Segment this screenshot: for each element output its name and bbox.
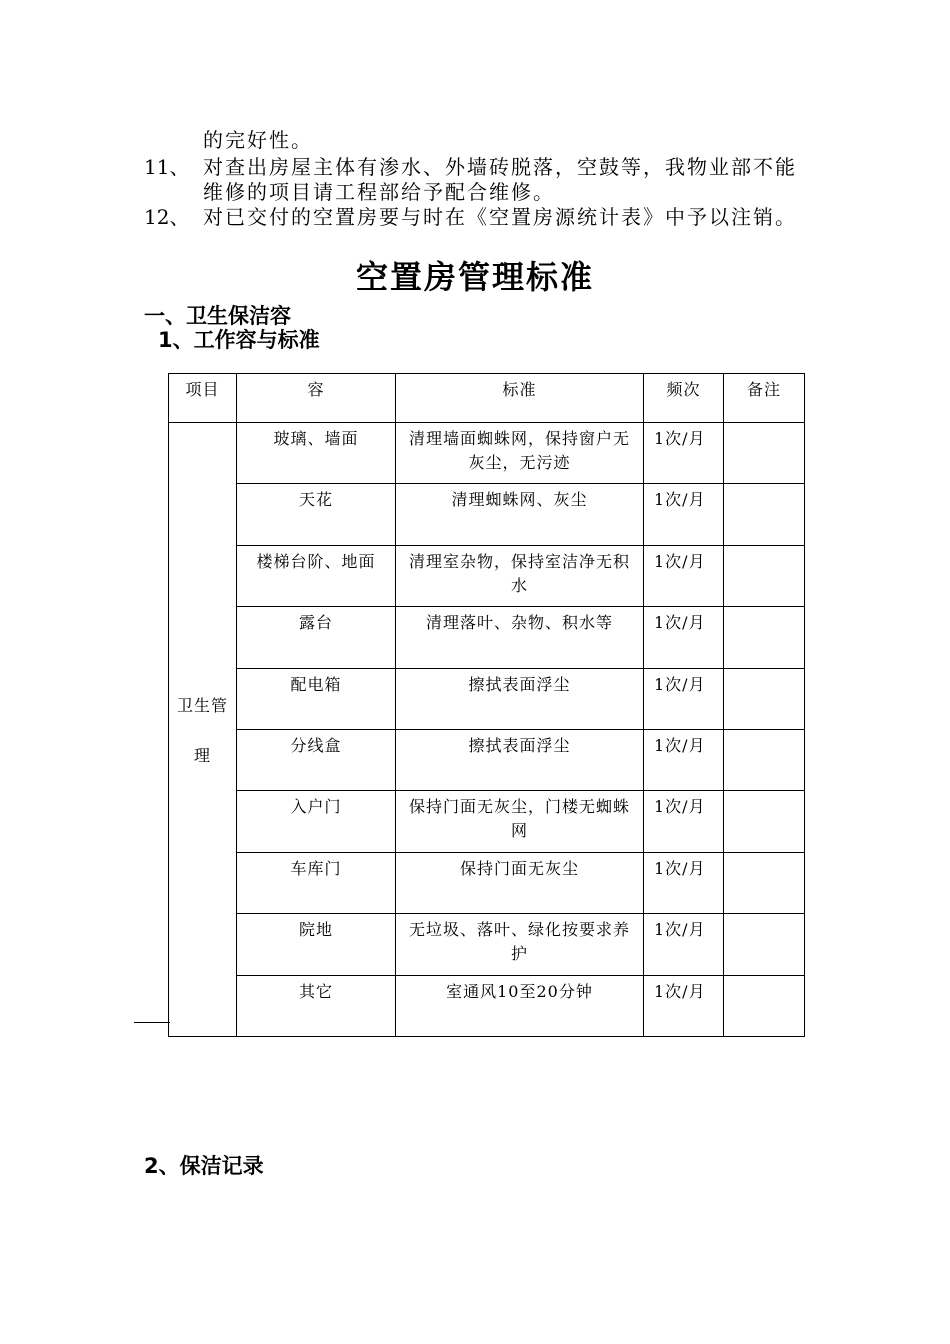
item-12-number: 12、 bbox=[144, 205, 190, 229]
frequency-cell: 1次/月 bbox=[644, 423, 724, 484]
table-row bbox=[169, 729, 805, 790]
page-title: 空置房管理标准 bbox=[355, 258, 594, 296]
table-row bbox=[169, 484, 805, 545]
note-cell bbox=[724, 545, 805, 606]
frequency-cell: 1次/月 bbox=[644, 729, 724, 790]
standard-cell: 清理墙面蜘蛛网，保持窗户无灰尘，无污迹 bbox=[396, 423, 644, 484]
item-cell: 天花 bbox=[237, 484, 396, 545]
frequency-cell: 1次/月 bbox=[644, 914, 724, 975]
item-cell: 院地 bbox=[237, 914, 396, 975]
note-cell bbox=[724, 607, 805, 668]
item-cell: 楼梯台阶、地面 bbox=[237, 545, 396, 606]
intro-line-0: 的完好性。 bbox=[203, 128, 313, 152]
group-label-cell bbox=[169, 423, 237, 1037]
group-label-char: 管 bbox=[211, 696, 229, 716]
table-row bbox=[169, 668, 805, 729]
header-cell: 备注 bbox=[724, 374, 805, 423]
standard-cell: 擦拭表面浮尘 bbox=[396, 729, 644, 790]
standard-cell: 清理蜘蛛网、灰尘 bbox=[396, 484, 644, 545]
standard-cell: 擦拭表面浮尘 bbox=[396, 668, 644, 729]
note-cell bbox=[724, 668, 805, 729]
frequency-cell: 1次/月 bbox=[644, 852, 724, 913]
item-12-text: 对已交付的空置房要与时在《空置房源统计表》中予以注销。 bbox=[203, 205, 797, 229]
item-cell: 配电箱 bbox=[237, 668, 396, 729]
section-2-heading: 2、保洁记录 bbox=[144, 1154, 264, 1178]
table-row bbox=[169, 852, 805, 913]
frequency-cell: 1次/月 bbox=[644, 545, 724, 606]
header-cell: 容 bbox=[237, 374, 396, 423]
frequency-cell: 1次/月 bbox=[644, 484, 724, 545]
table-row bbox=[169, 423, 805, 484]
frequency-cell: 1次/月 bbox=[644, 607, 724, 668]
note-cell bbox=[724, 729, 805, 790]
table-header-row bbox=[169, 374, 805, 423]
standard-cell: 清理室杂物，保持室洁净无积水 bbox=[396, 545, 644, 606]
group-label-char: 卫 bbox=[176, 696, 194, 716]
note-cell bbox=[724, 423, 805, 484]
item-cell: 分线盒 bbox=[237, 729, 396, 790]
table-row bbox=[169, 607, 805, 668]
standard-cell: 室通风10至20分钟 bbox=[396, 975, 644, 1036]
group-label-char: 生 bbox=[193, 696, 211, 716]
section-1-heading: 一、卫生保洁容 bbox=[144, 304, 291, 328]
note-cell bbox=[724, 791, 805, 852]
group-label-char: 理 bbox=[193, 746, 211, 766]
table-row bbox=[169, 545, 805, 606]
frequency-cell: 1次/月 bbox=[644, 668, 724, 729]
item-11-number: 11、 bbox=[144, 155, 190, 179]
standard-cell: 保持门面无灰尘 bbox=[396, 852, 644, 913]
section-1-subheading: 1、工作容与标准 bbox=[158, 328, 320, 352]
header-cell: 频次 bbox=[644, 374, 724, 423]
item-11-text: 对查出房屋主体有渗水、外墙砖脱落，空鼓等，我物业部不能 bbox=[203, 155, 797, 179]
table-row bbox=[169, 914, 805, 975]
header-cell: 项目 bbox=[169, 374, 237, 423]
note-cell bbox=[724, 914, 805, 975]
note-cell bbox=[724, 852, 805, 913]
frequency-cell: 1次/月 bbox=[644, 791, 724, 852]
note-cell bbox=[724, 975, 805, 1036]
item-11-continuation: 维修的项目请工程部给予配合维修。 bbox=[203, 180, 555, 204]
item-cell: 入户门 bbox=[237, 791, 396, 852]
item-cell: 露台 bbox=[237, 607, 396, 668]
standards-table bbox=[168, 373, 805, 1037]
table-row bbox=[169, 975, 805, 1036]
standard-cell: 保持门面无灰尘，门楼无蜘蛛网 bbox=[396, 791, 644, 852]
table-row bbox=[169, 791, 805, 852]
item-cell: 车库门 bbox=[237, 852, 396, 913]
item-cell: 玻璃、墙面 bbox=[237, 423, 396, 484]
standard-cell: 无垃圾、落叶、绿化按要求养护 bbox=[396, 914, 644, 975]
frequency-cell: 1次/月 bbox=[644, 975, 724, 1036]
header-cell: 标准 bbox=[396, 374, 644, 423]
note-cell bbox=[724, 484, 805, 545]
item-cell: 其它 bbox=[237, 975, 396, 1036]
standard-cell: 清理落叶、杂物、积水等 bbox=[396, 607, 644, 668]
table-bottom-rule bbox=[134, 1022, 170, 1023]
